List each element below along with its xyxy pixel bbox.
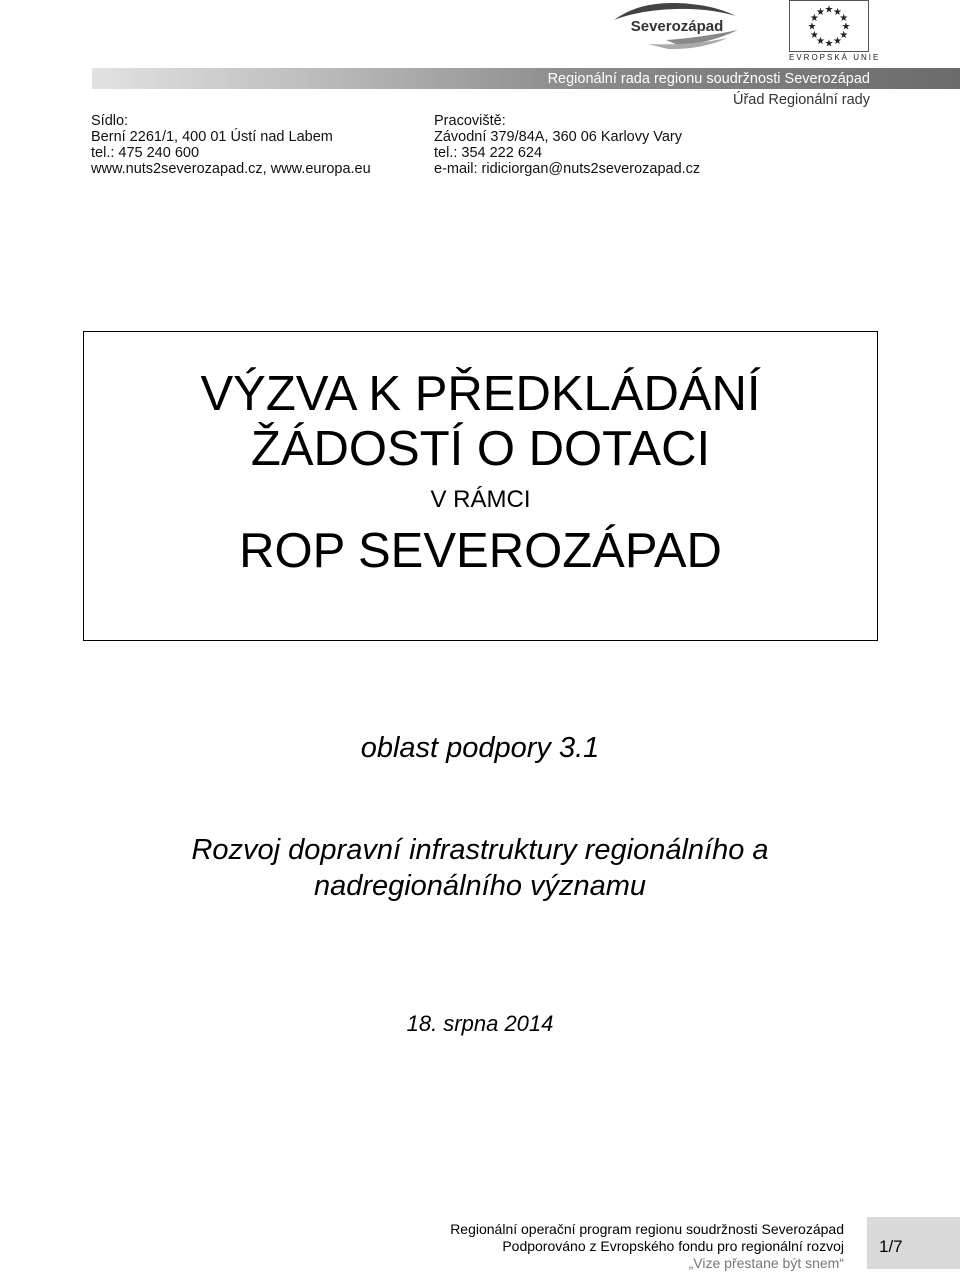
title-line-1: VÝZVA K PŘEDKLÁDÁNÍ [200, 367, 761, 421]
title-line-4: ROP SEVEROZÁPAD [239, 524, 722, 578]
seat-address: Berní 2261/1, 400 01 Ústí nad Labem [91, 129, 333, 145]
eu-logo [789, 0, 881, 66]
eu-star-icon: ★ [816, 6, 825, 18]
footer-motto: „Vize přestane být snem“ [688, 1255, 844, 1271]
page-number: 1/7 [879, 1237, 903, 1256]
seat-label: Sídlo: [91, 113, 129, 129]
eu-star-icon: ★ [824, 38, 834, 50]
workplace-phone: tel.: 354 222 624 [434, 145, 543, 161]
workplace-address-block [434, 113, 700, 177]
workplace-email: e-mail: ridiciorgan@nuts2severozapad.cz [434, 161, 701, 177]
eu-star-icon: ★ [839, 30, 849, 41]
seat-address-block [91, 113, 371, 177]
eu-star-icon: ★ [833, 36, 842, 48]
footer-funding: Podporováno z Evropského fondu pro regionální rozvoj [502, 1238, 844, 1254]
footer-text [450, 1221, 844, 1272]
severozapad-logo-text: Severozápad [630, 18, 724, 35]
title-line-2: ŽÁDOSTÍ O DOTACI [250, 422, 711, 476]
eu-star-icon: ★ [816, 36, 825, 48]
eu-star-icon: ★ [809, 30, 819, 41]
eu-flag-icon [789, 0, 869, 52]
eu-star-icon: ★ [809, 13, 819, 24]
support-area-label: oblast podpory 3.1 [360, 732, 600, 764]
eu-label: EVROPSKÁ UNIE [789, 53, 881, 62]
page-number-box [867, 1217, 960, 1269]
support-area-description [0, 832, 960, 904]
support-area-desc-line-1: Rozvoj dopravní infrastruktury regionálního a [191, 834, 769, 866]
seat-phone: tel.: 475 240 600 [91, 145, 200, 161]
eu-star-icon: ★ [824, 4, 834, 16]
eu-star-icon: ★ [807, 21, 817, 33]
footer-program: Regionální operační program regionu soudržnosti Severozápad [450, 1221, 844, 1237]
title-line-3: V RÁMCI [430, 486, 531, 513]
eu-star-icon: ★ [833, 6, 842, 18]
support-area-desc-line-2: nadregionálního významu [313, 870, 647, 902]
severozapad-logo [608, 0, 746, 52]
council-name: Regionální rada regionu soudržnosti Severozápad [547, 71, 870, 87]
seat-web: www.nuts2severozapad.cz, www.europa.eu [91, 161, 371, 177]
office-name: Úřad Regionální rady [732, 92, 870, 108]
eu-star-icon: ★ [841, 21, 851, 33]
eu-star-icon: ★ [839, 13, 849, 24]
document-date: 18. srpna 2014 [406, 1011, 554, 1036]
workplace-label: Pracoviště: [434, 113, 506, 129]
workplace-address: Závodní 379/84A, 360 06 Karlovy Vary [434, 129, 682, 145]
title-box [83, 331, 878, 641]
